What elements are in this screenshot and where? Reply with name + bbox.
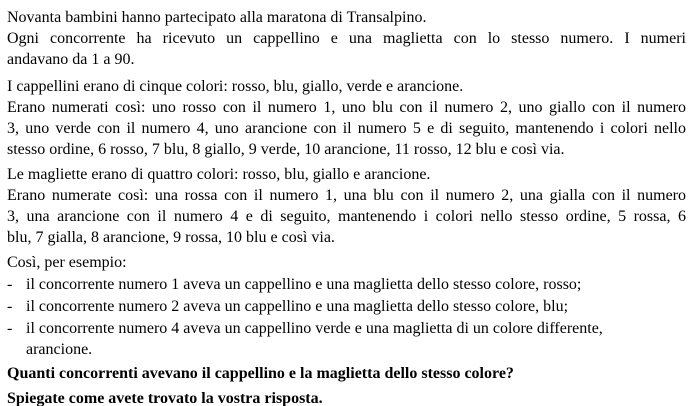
text-line: il concorrente numero 4 aveva un cappellino verde e una maglietta di un colore differente, [26, 320, 603, 337]
paragraph-intro [7, 7, 686, 28]
list-item-text [26, 318, 686, 360]
list-dash-marker: - [7, 276, 13, 293]
text-line: I cappellini erano di cinque colori: rosso, blu, giallo, verde e arancione. [7, 78, 464, 95]
question-how-many [7, 363, 686, 384]
question-explain [7, 388, 686, 406]
list-item-example-3 [7, 318, 686, 360]
paragraph-caps-numbering [7, 97, 686, 160]
text-line: 3, una arancione con il numero 4 e di seguito, mantenendo i colori nello stesso ordine, 5 rossa, 6 [7, 208, 686, 225]
list-dash-marker: - [7, 298, 13, 315]
text-line: Quanti concorrenti avevano il cappellino e la maglietta dello stesso colore? [7, 365, 514, 382]
text-line: Ogni concorrente ha ricevuto un cappellino e una maglietta con lo stesso numero. I numeri [7, 30, 686, 47]
list-item-example-2 [7, 296, 686, 317]
paragraph-examples-heading [7, 252, 686, 273]
text-line: il concorrente numero 1 aveva un cappellino e una maglietta dello stesso colore, rosso; [26, 276, 582, 293]
text-line: Così, per esempio: [7, 254, 127, 271]
text-line: 3, uno verde con il numero 4, uno arancione con il numero 5 e di seguito, mantenendo i colori nello [7, 120, 686, 137]
text-line: blu, 7 gialla, 8 arancione, 9 rossa, 10 blu e così via. [7, 229, 335, 246]
list-item-example-1 [7, 274, 686, 295]
list-item-text [26, 296, 686, 317]
text-line: andavano da 1 a 90. [7, 51, 135, 68]
text-line: Spiegate come avete trovato la vostra risposta. [7, 390, 323, 406]
text-line: Erano numerati così: uno rosso con il numero 1, uno blu con il numero 2, uno giallo con il numero [7, 99, 686, 116]
paragraph-shirts-colors [7, 164, 686, 185]
text-line: Erano numerate così: una rossa con il numero 1, una blu con il numero 2, una gialla con il numero [7, 187, 686, 204]
list-item-text [26, 274, 686, 295]
text-line: Novanta bambini hanno partecipato alla maratona di Transalpino. [7, 9, 427, 26]
text-line: il concorrente numero 2 aveva un cappellino e una maglietta dello stesso colore, blu; [26, 298, 569, 315]
paragraph-numbers [7, 28, 686, 70]
paragraph-shirts-numbering [7, 185, 686, 248]
text-line: stesso ordine, 6 rosso, 7 blu, 8 giallo, 9 verde, 10 arancione, 11 rosso, 12 blu e così via. [7, 141, 565, 158]
paragraph-caps-colors [7, 76, 686, 97]
text-line: Le magliette erano di quattro colori: rosso, blu, giallo e arancione. [7, 166, 431, 183]
list-dash-marker: - [7, 320, 13, 337]
text-line: arancione. [26, 341, 93, 358]
